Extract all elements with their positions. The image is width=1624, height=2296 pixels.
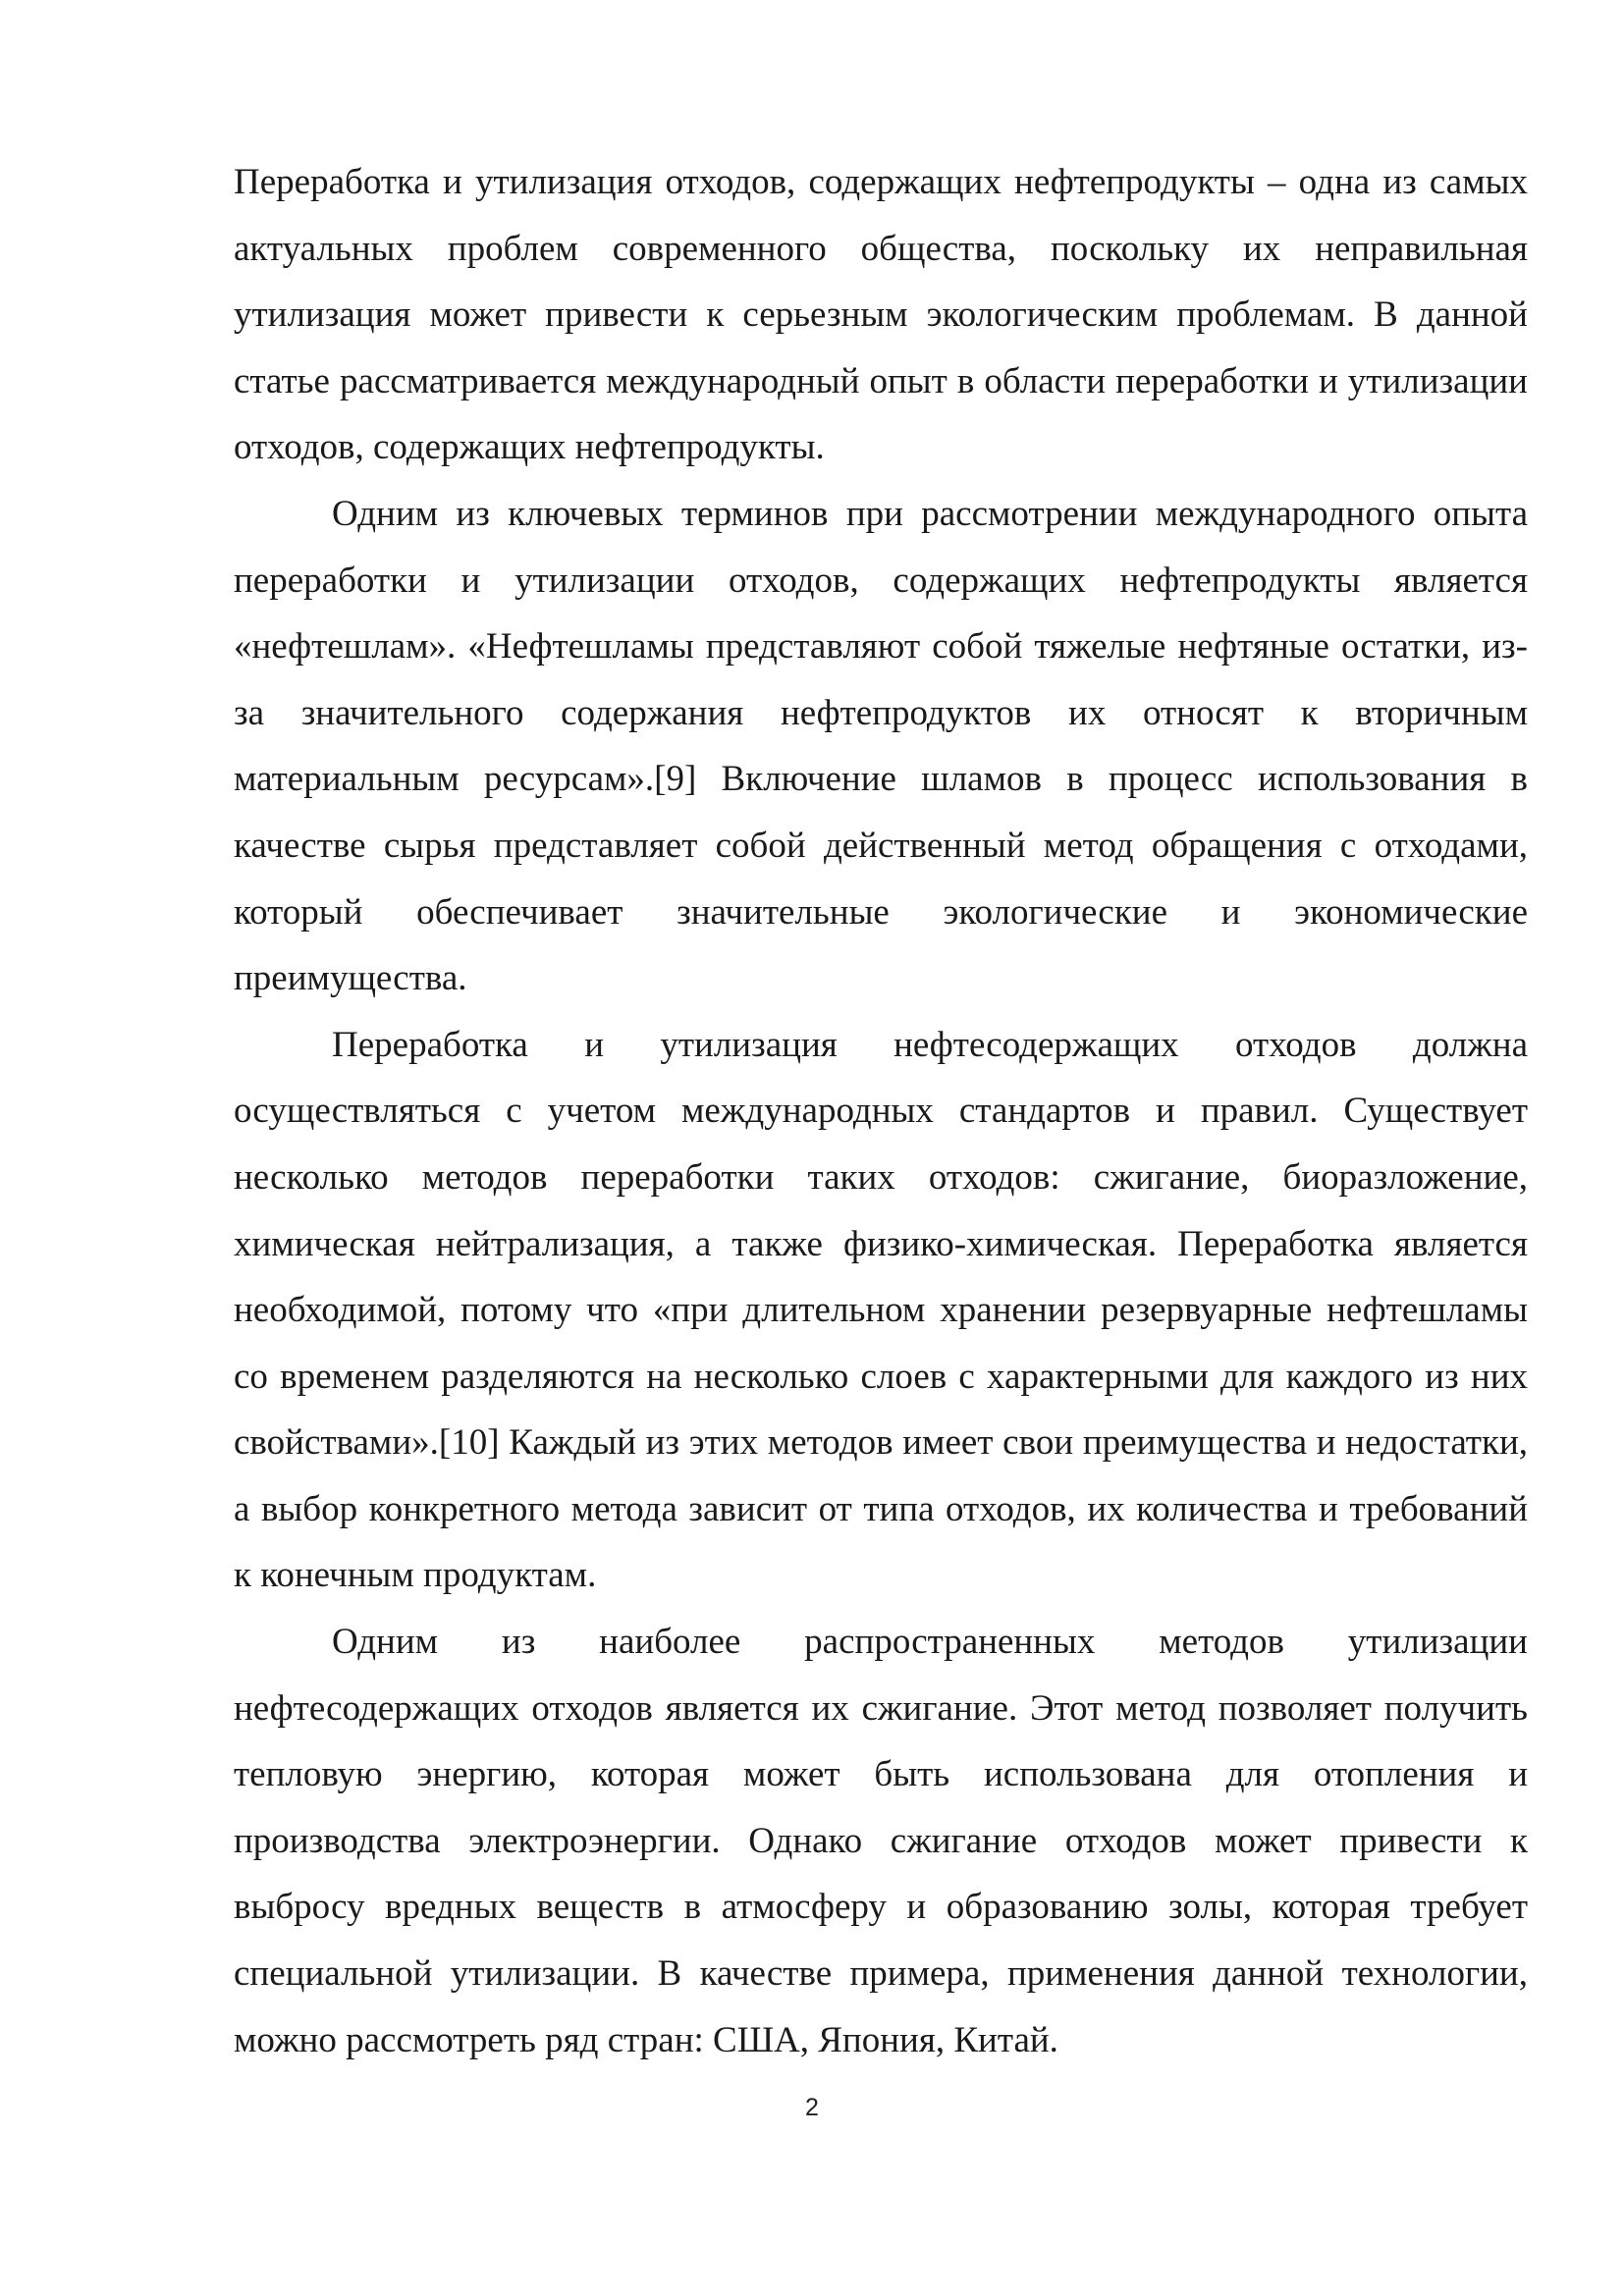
paragraph-processing-methods: Переработка и утилизация нефтесодержащих отходов должна осуществляться с учетом международных стандартов и правил. Существует несколько методов переработки таких отходов: сжигание, биоразложение, химическая нейтрализация, а также физико-химическая. Переработка является необходимой, потому что «при длительном хранении резервуарные нефтешламы со временем разделяются на несколько слоев с характерными для каждого из них свойствами».[10] Каждый из этих методов имеет свои преимущества и недостатки, а выбор конкретного метода зависит от типа отходов, их количества и требований к конечным продуктам. <box>234 1024 1528 1596</box>
paragraph-oil-sludge-term: Одним из ключевых терминов при рассмотрении международного опыта переработки и утилизации отходов, содержащих нефтепродукты является «нефтешлам». «Нефтешламы представляют собой тяжелые нефтяные остатки, из-за значительного содержания нефтепродуктов их относят к вторичным материальным ресурсам».[9] Включение шламов в процесс использования в качестве сырья представляет собой действенный метод обращения с отходами, который обеспечивает значительные экологические и экономические преимущества. <box>234 493 1528 999</box>
document-body <box>234 149 1528 2073</box>
paragraph-incineration: Одним из наиболее распространенных методов утилизации нефтесодержащих отходов является их сжигание. Этот метод позволяет получить тепловую энергию, которая может быть использована для отопления и производства электроэнергии. Однако сжигание отходов может привести к выбросу вредных веществ в атмосферу и образованию золы, которая требует специальной утилизации. В качестве примера, применения данной технологии, можно рассмотреть ряд стран: США, Япония, Китай. <box>234 1622 1528 2060</box>
page-number: 2 <box>805 2094 819 2121</box>
paragraph-intro: Переработка и утилизация отходов, содержащих нефтепродукты – одна из самых актуальных проблем современного общества, поскольку их неправильная утилизация может привести к серьезным экологическим проблемам. В данной статье рассматривается международный опыт в области переработки и утилизации отходов, содержащих нефтепродукты. <box>234 162 1528 468</box>
